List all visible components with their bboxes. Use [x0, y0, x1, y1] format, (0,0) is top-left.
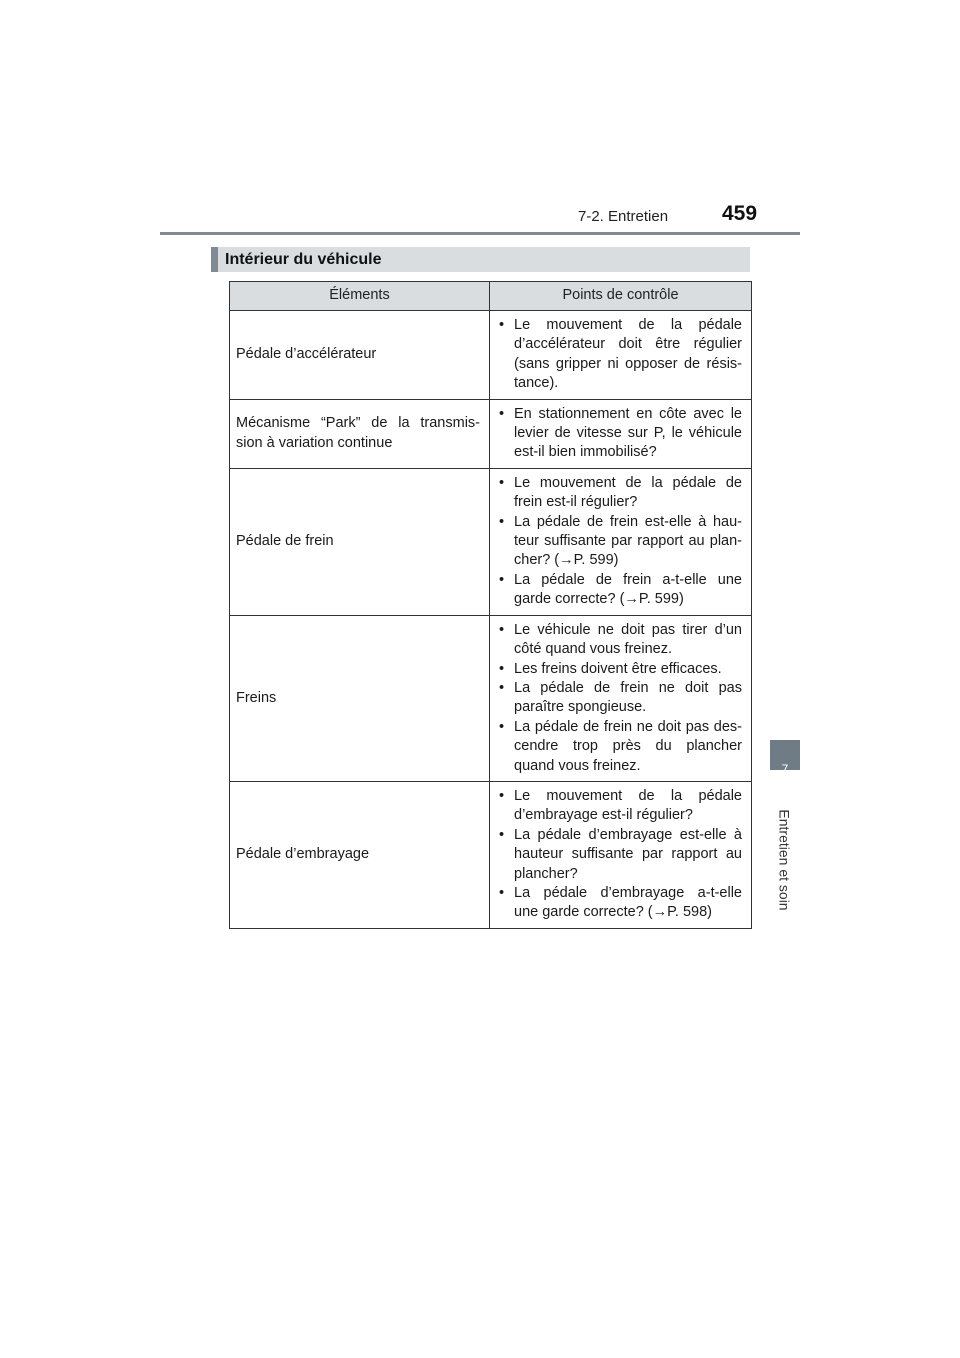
- list-item: • La pédale de frein ne doit pas des- cendre trop près du plancher quand vous freinez.: [496, 718, 742, 776]
- list-item: • Le mouvement de la pédale de frein est-il régulier?: [496, 474, 742, 513]
- table-cell-points: [490, 615, 752, 781]
- list-item: • Le mouvement de la pédale d’embrayage est-il régulier?: [496, 787, 742, 826]
- inspection-table: [229, 281, 752, 929]
- table-cell-element: Mécanisme “Park” de la transmis- sion à variation continue: [230, 399, 490, 468]
- table-cell-points: [490, 311, 752, 400]
- column-header-elements: Éléments: [230, 282, 490, 311]
- list-item: • La pédale d’embrayage est-elle à hauteur suffisante par rapport au plancher?: [496, 826, 742, 884]
- list-item: • La pédale de frein a-t-elle une garde correcte? (→P. 599): [496, 571, 742, 610]
- chapter-side-label: [770, 800, 800, 920]
- page-number: 459: [722, 202, 758, 225]
- table-header-row: [230, 282, 752, 311]
- chapter-tab: 7: [770, 740, 800, 770]
- chapter-side-label-text: Entretien et soin: [777, 809, 794, 911]
- table-row: [230, 781, 752, 928]
- list-item: • Le véhicule ne doit pas tirer d’un côté quand vous freinez.: [496, 621, 742, 660]
- section-title: Intérieur du véhicule: [211, 247, 750, 272]
- running-header-section: 7-2. Entretien: [578, 208, 669, 225]
- table-cell-points: [490, 781, 752, 928]
- list-item: • En stationnement en côte avec le levier de vitesse sur P, le véhicule est-il bien immobilisé?: [496, 405, 742, 463]
- list-item: • La pédale de frein ne doit pas paraître spongieuse.: [496, 679, 742, 718]
- table-row: [230, 399, 752, 468]
- table-row: [230, 615, 752, 781]
- list-item: • La pédale de frein est-elle à hau- teur suffisante par rapport au plan- cher? (→P. 599): [496, 513, 742, 571]
- table-row: [230, 311, 752, 400]
- table-cell-points: [490, 468, 752, 615]
- list-item: • Le mouvement de la pédale d’accélérateur doit être régulier (sans gripper ni opposer de résis- tance).: [496, 316, 742, 394]
- table-row: [230, 468, 752, 615]
- table-cell-element: Freins: [230, 615, 490, 781]
- table-cell-element: Pédale d’accélérateur: [230, 311, 490, 400]
- table-cell-points: [490, 399, 752, 468]
- table-cell-element: Pédale d’embrayage: [230, 781, 490, 928]
- header-rule: [160, 232, 800, 235]
- column-header-checkpoints: Points de contrôle: [490, 282, 752, 311]
- list-item: • La pédale d’embrayage a-t-elle une garde correcte? (→P. 598): [496, 884, 742, 923]
- list-item: • Les freins doivent être efficaces.: [496, 660, 742, 679]
- table-cell-element: Pédale de frein: [230, 468, 490, 615]
